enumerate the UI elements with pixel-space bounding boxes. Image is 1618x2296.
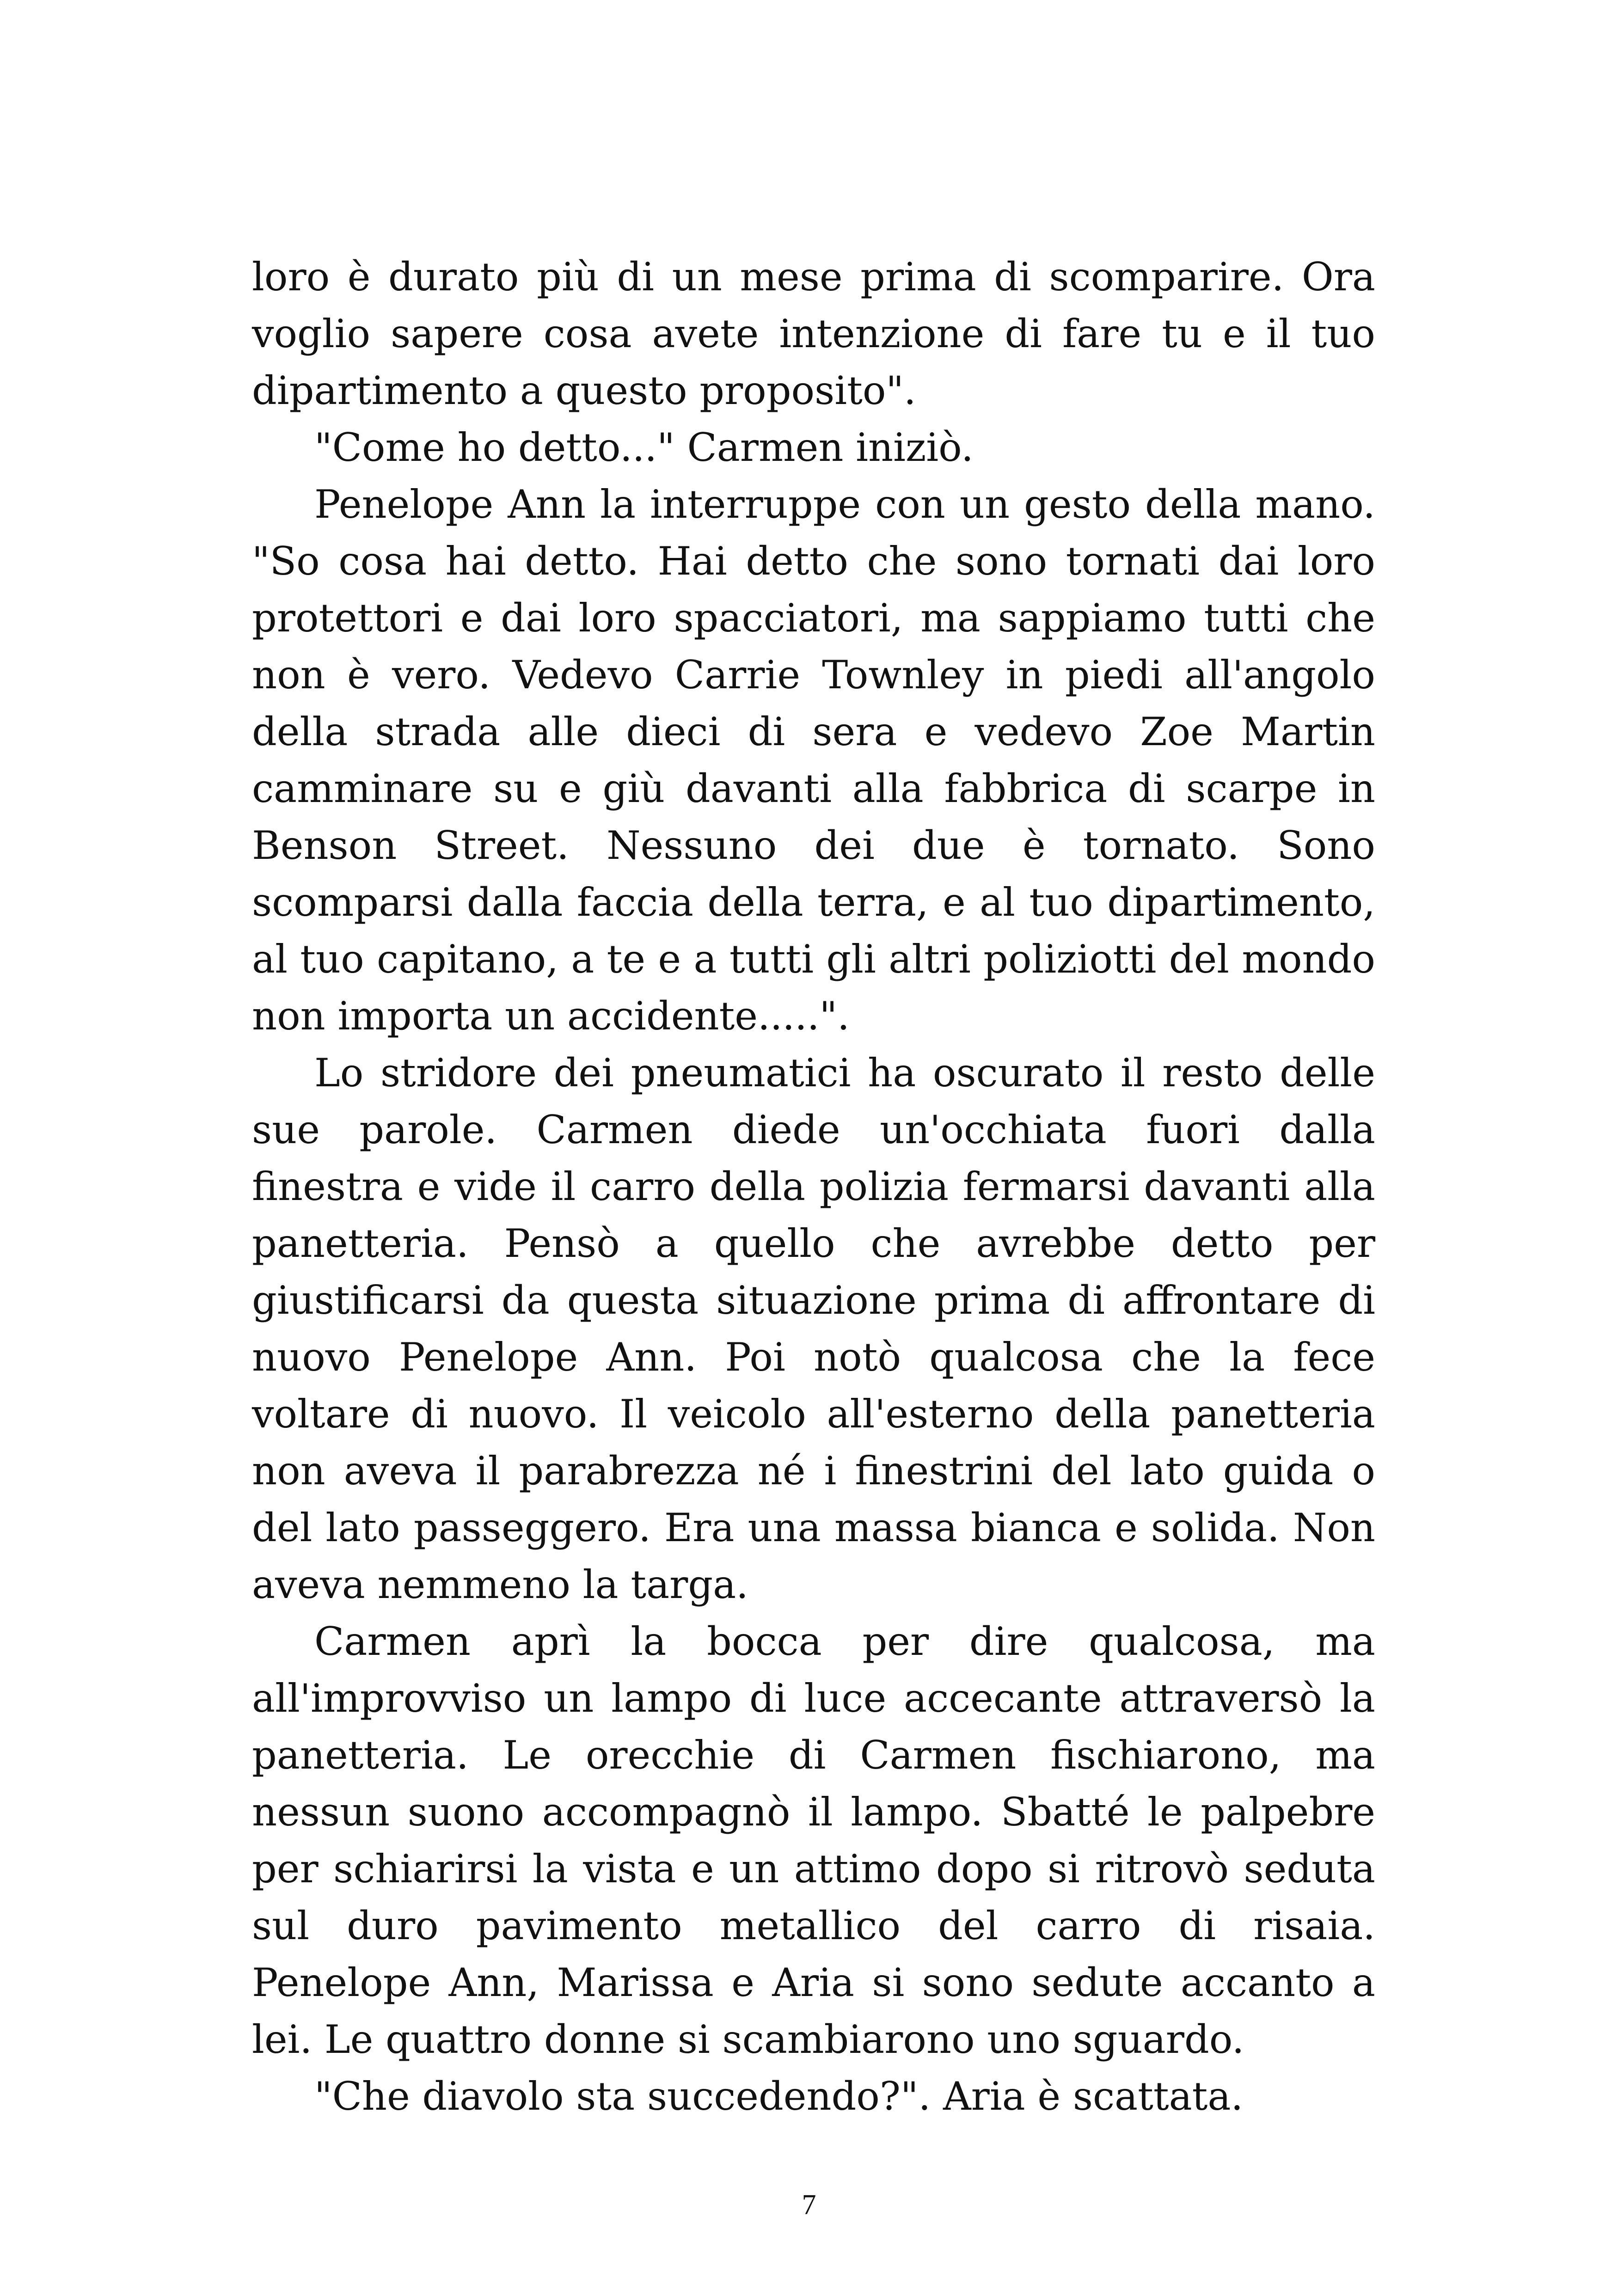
paragraph: "Come ho detto..." Carmen iniziò. xyxy=(314,425,974,470)
paragraph: Penelope Ann la interruppe con un gesto della mano. "So cosa hai detto. Hai detto che sono tornati dai loro protettori e dai loro spacciatori, ma sappiamo tutti che non è vero. Vedevo Carrie Townley in piedi all'angolo della strada alle dieci di sera e vedevo Zoe Martin camminare su e giù davanti alla fabbrica di scarpe in Benson Street. Nessuno dei due è tornato. Sono scomparsi dalla faccia della terra, e al tuo dipartimento, al tuo capitano, a te e a tutti gli altri poliziotti del mondo non importa un accidente.....". xyxy=(252,482,1375,1039)
paragraph: "Che diavolo sta succedendo?". Aria è scattata. xyxy=(314,2074,1244,2119)
paragraph: Lo stridore dei pneumatici ha oscurato il resto delle sue parole. Carmen diede un'occhiata fuori dalla finestra e vide il carro della polizia fermarsi davanti alla panetteria. Pensò a quello che avrebbe detto per giustificarsi da questa situazione prima di affrontare di nuovo Penelope Ann. Poi notò qualcosa che la fece voltare di nuovo. Il veicolo all'esterno della panetteria non aveva il parabrezza né i finestrini del lato guida o del lato passeggero. Era una massa bianca e solida. Non aveva nemmeno la targa. xyxy=(252,1050,1375,1607)
body-text xyxy=(252,249,1375,2125)
page-number: 7 xyxy=(802,2189,816,2221)
paragraph: Carmen aprì la bocca per dire qualcosa, ma all'improvviso un lampo di luce accecante attraversò la panetteria. Le orecchie di Carmen fischiarono, ma nessun suono accompagnò il lampo. Sbatté le palpebre per schiarirsi la vista e un attimo dopo si ritrovò seduta sul duro pavimento metallico del carro di risaia. Penelope Ann, Marissa e Aria si sono sedute accanto a lei. Le quattro donne si scambiarono uno sguardo. xyxy=(252,1619,1375,2062)
paragraph-continuation: loro è durato più di un mese prima di scomparire. Ora voglio sapere cosa avete intenzione di fare tu e il tuo dipartimento a questo proposito". xyxy=(252,254,1375,413)
